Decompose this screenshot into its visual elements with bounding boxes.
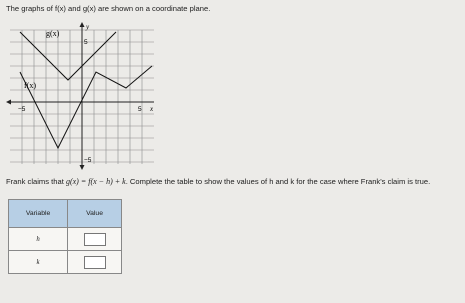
y-axis-arrow-down (80, 165, 85, 170)
header-variable: Variable (9, 200, 68, 228)
table-row-h (9, 228, 122, 251)
table-header-row (9, 200, 122, 228)
tick-label-y-5: 5 (84, 39, 88, 46)
curve-g (20, 32, 116, 80)
y-axis-label: y (86, 23, 90, 31)
value-cell-h (68, 228, 122, 251)
claim-statement (6, 177, 430, 186)
tick-label-y-neg5: −5 (84, 157, 92, 164)
tick-label-x-5: 5 (138, 106, 142, 113)
claim-prefix: Frank claims that (6, 177, 64, 186)
tick-label-x-neg5: −5 (18, 106, 26, 113)
claim-equation: g(x) = f(x − h) + k (65, 177, 126, 186)
answer-table (8, 199, 122, 274)
h-answer-input[interactable] (84, 233, 106, 246)
curve-g-label: g(x) (46, 29, 60, 38)
curve-f-label: f(x) (24, 81, 36, 90)
variable-h-label: h (9, 228, 68, 251)
claim-suffix: . Complete the table to show the values of h and k for the case where Frank's claim is true. (125, 177, 431, 186)
table-row-k (9, 251, 122, 274)
x-axis-label: x (150, 105, 154, 113)
axes (8, 24, 154, 168)
y-axis-arrow-up (80, 22, 85, 27)
problem-prompt: The graphs of f(x) and g(x) are shown on a coordinate plane. (6, 4, 211, 13)
header-value: Value (68, 200, 122, 228)
x-axis-arrow-left (6, 100, 11, 105)
k-answer-input[interactable] (84, 256, 106, 269)
curve-f (20, 66, 152, 148)
coordinate-graph (4, 20, 154, 170)
value-cell-k (68, 251, 122, 274)
variable-k-label: k (9, 251, 68, 274)
